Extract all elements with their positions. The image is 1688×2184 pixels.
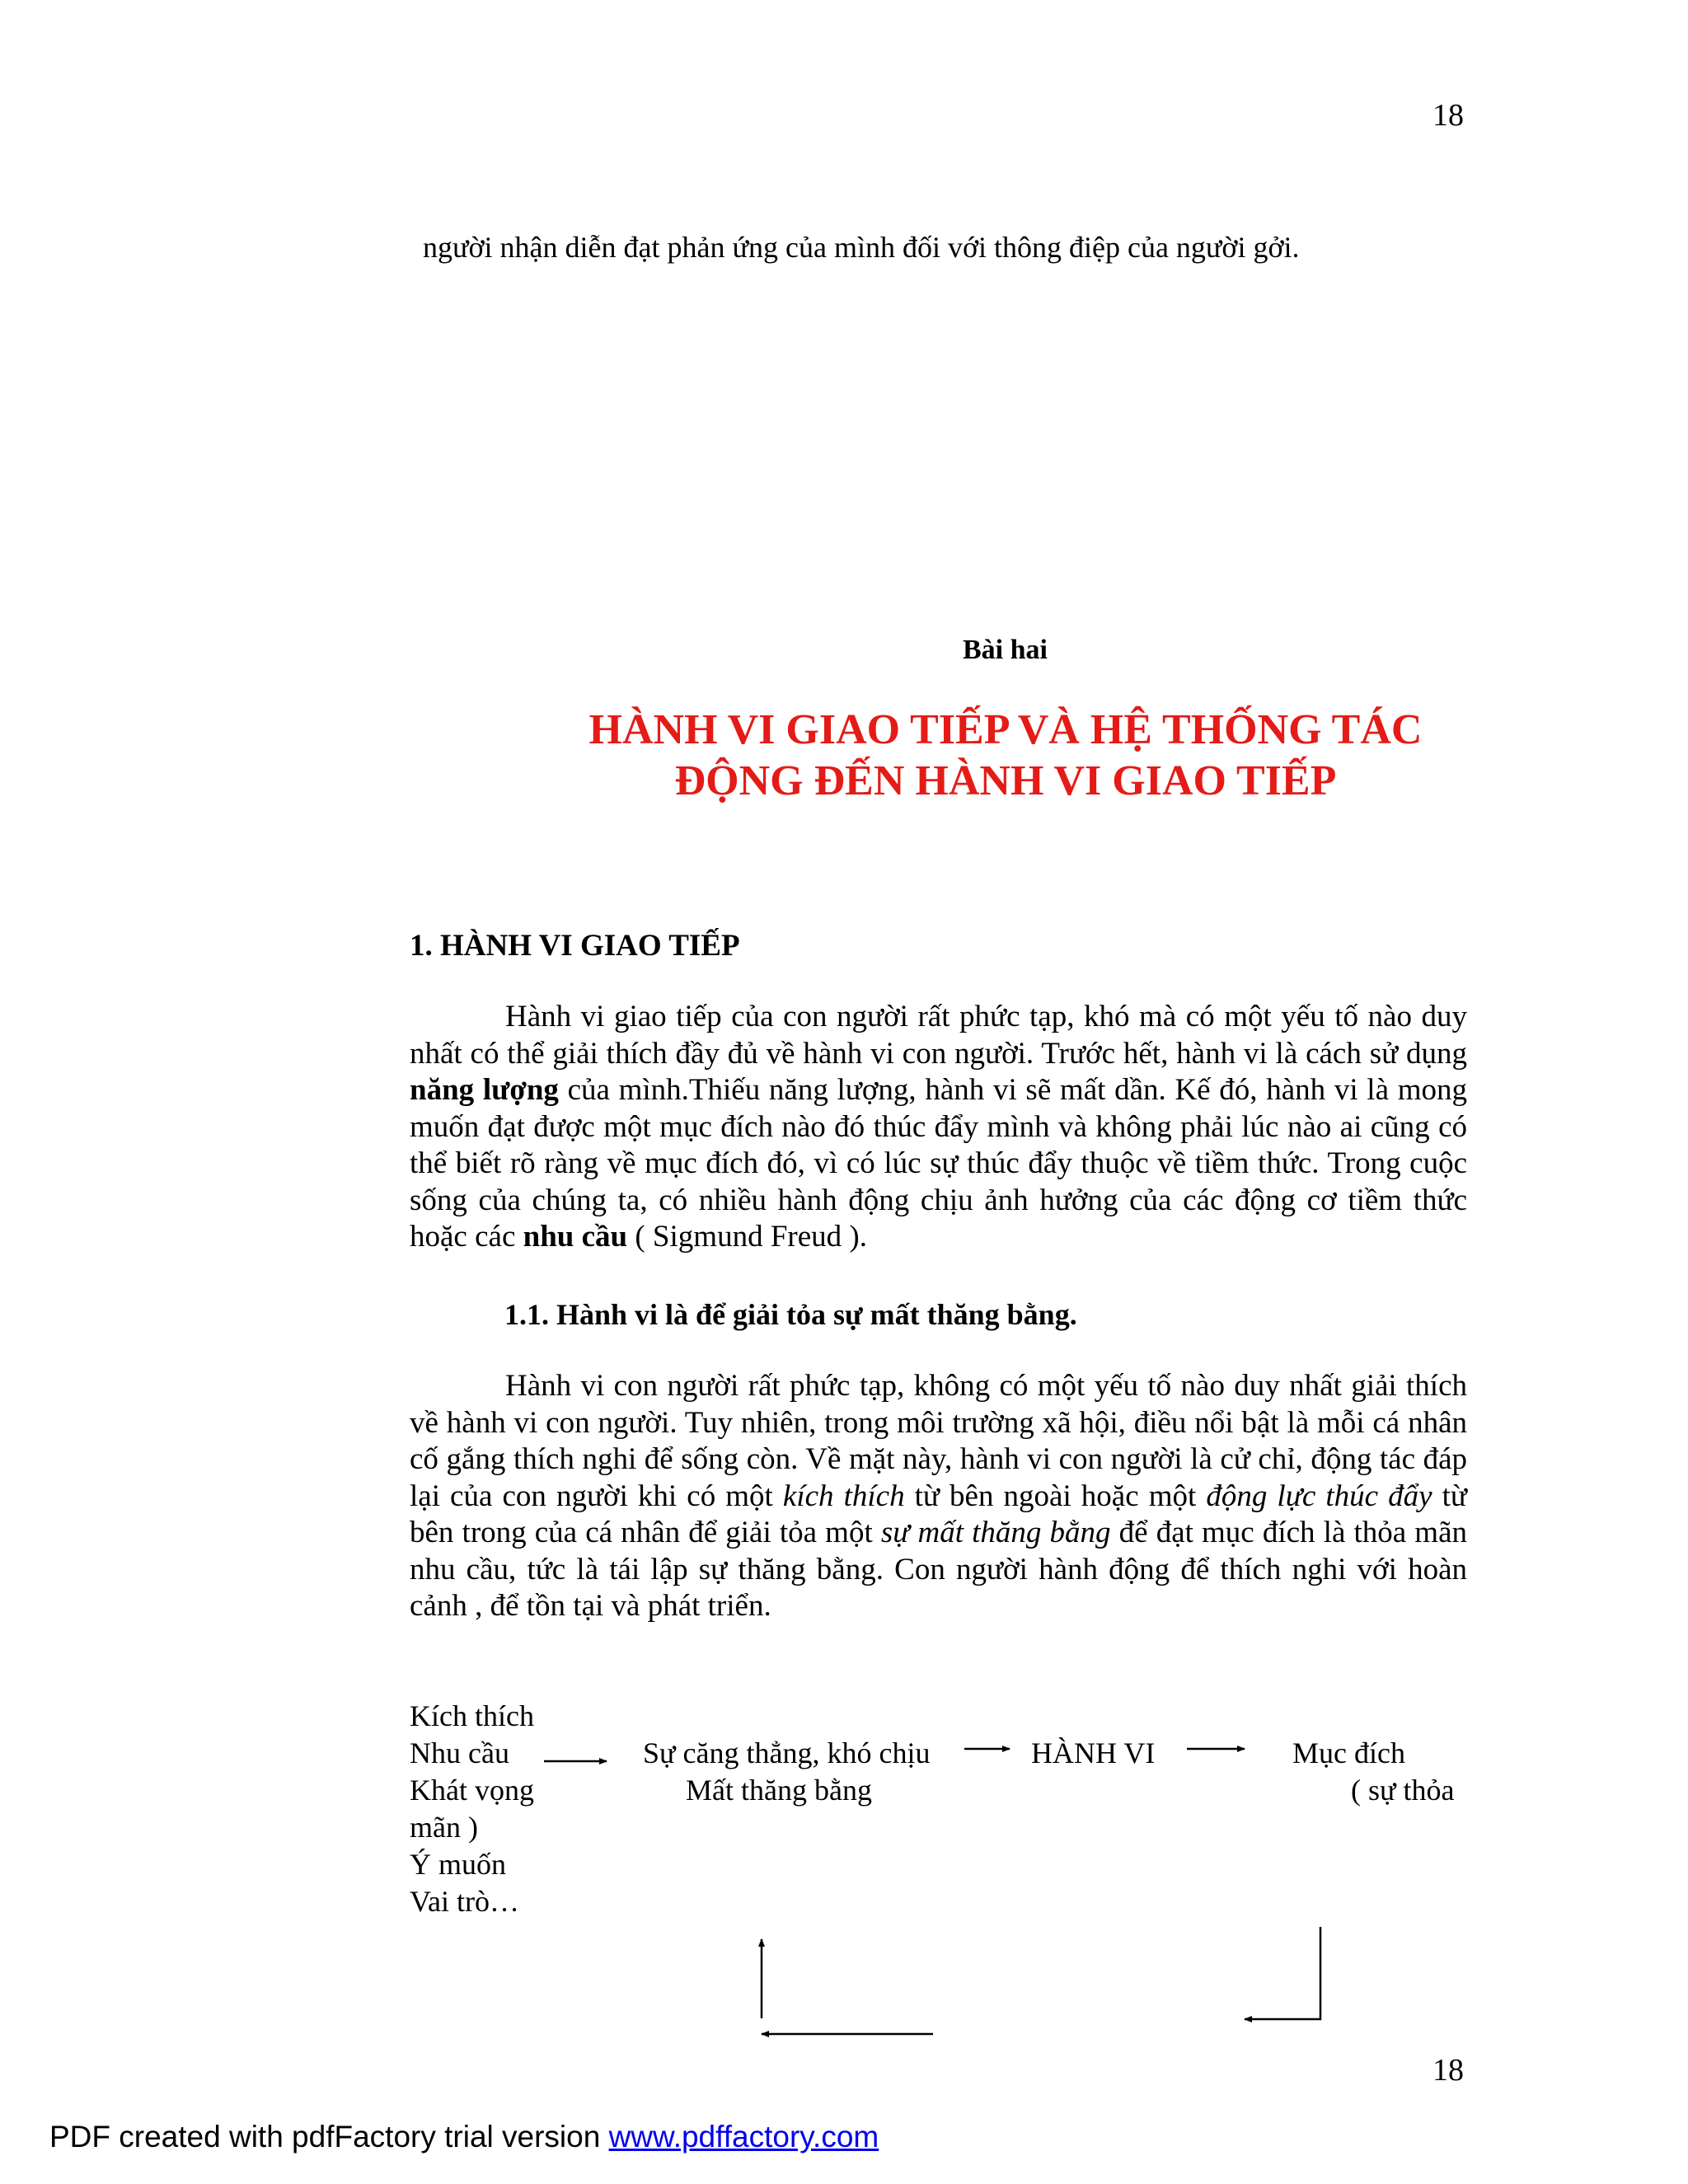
para2-italic-motivation: động lực thúc đẩy — [1206, 1479, 1432, 1513]
lesson-label: Bài hai — [963, 635, 1048, 665]
footer-text: PDF created with pdfFactory trial version — [49, 2120, 609, 2154]
title-line-1: HÀNH VI GIAO TIẾP VÀ HỆ THỐNG TÁC — [588, 706, 1423, 753]
footer-link[interactable]: www.pdffactory.com — [608, 2120, 879, 2154]
para2-text-3: từ bên trong của cá nhân để giải tỏa một — [410, 1479, 1467, 1549]
para2-text-2: từ bên ngoài hoặc một — [904, 1479, 1207, 1513]
subsection-heading: 1.1. Hành vi là để giải tỏa sự mất thăng bằng. — [504, 1298, 1077, 1331]
para1-text-1: Hành vi giao tiếp của con người rất phức tạp, khó mà có một yếu tố nào duy nhất có thể giải thích đầy đủ về hành vi con người. Trước hết, hành vi là cách sử dụng — [410, 1000, 1467, 1071]
title-line-2: ĐỘNG ĐẾN HÀNH VI GIAO TIẾP — [674, 757, 1337, 804]
diagram-item: Ý muốn — [410, 1848, 506, 1881]
diagram-item: Kích thích — [410, 1699, 534, 1732]
para2-italic-imbalance: sự mất thăng bằng — [880, 1516, 1111, 1549]
para1-text-3: ( Sigmund Freud ). — [627, 1220, 867, 1254]
arrow-feedback-right — [1245, 1927, 1320, 2019]
page-number-bottom: 18 — [1432, 2053, 1464, 2088]
diagram-tension-line-1: Sự căng thẳng, khó chịu — [643, 1736, 931, 1769]
para1-bold-energy: năng lượng — [410, 1073, 559, 1107]
page-number-top: 18 — [1432, 98, 1464, 133]
pdf-footer — [49, 2120, 879, 2154]
para2-italic-stimulus: kích thích — [782, 1479, 905, 1513]
para1-bold-needs: nhu cầu — [523, 1220, 628, 1254]
intro-line: người nhận diễn đạt phản ứng của mình đối với thông điệp của người gởi. — [423, 231, 1300, 264]
para2-text-1: Hành vi con người rất phức tạp, không có một yếu tố nào duy nhất giải thích về hành vi con người. Tuy nhiên, trong môi trường xã hội, điều nổi bật là mỗi cá nhân cố gắng thích nghi để sống còn. Về mặt này, hành vi con người là cử chỉ, động tác đáp lại của con người khi có một — [410, 1369, 1467, 1513]
diagram-item: mãn ) — [410, 1811, 478, 1844]
diagram-item: Nhu cầu — [410, 1736, 509, 1769]
diagram-behavior: HÀNH VI — [1031, 1736, 1156, 1769]
para1-text-2: của mình.Thiếu năng lượng, hành vi sẽ mất dần. Kế đó, hành vi là mong muốn đạt được một mục đích nào đó thúc đẩy mình và không phải lúc nào ai cũng có thể biết rõ ràng về mục đích đó, vì có lúc sự thúc đẩy thuộc về tiềm thức. Trong cuộc sống của chúng ta, có nhiều hành động chịu ảnh hưởng của các động cơ tiềm thức hoặc các — [410, 1073, 1467, 1254]
section-heading: 1. HÀNH VI GIAO TIẾP — [410, 929, 740, 963]
para2-text-4: để đạt mục đích là thỏa mãn nhu cầu, tức là tái lập sự thăng bằng. Con người hành động để thích nghi với hoàn cảnh , để tồn tại và phát triển. — [410, 1516, 1468, 1623]
diagram-item: Khát vọng — [410, 1774, 534, 1807]
diagram-goal-line-2: ( sự thỏa — [1351, 1774, 1455, 1807]
diagram-tension-line-2: Mất thăng bằng — [686, 1774, 872, 1807]
diagram-goal-line-1: Mục đích — [1292, 1736, 1405, 1769]
diagram-item: Vai trò… — [410, 1885, 519, 1918]
